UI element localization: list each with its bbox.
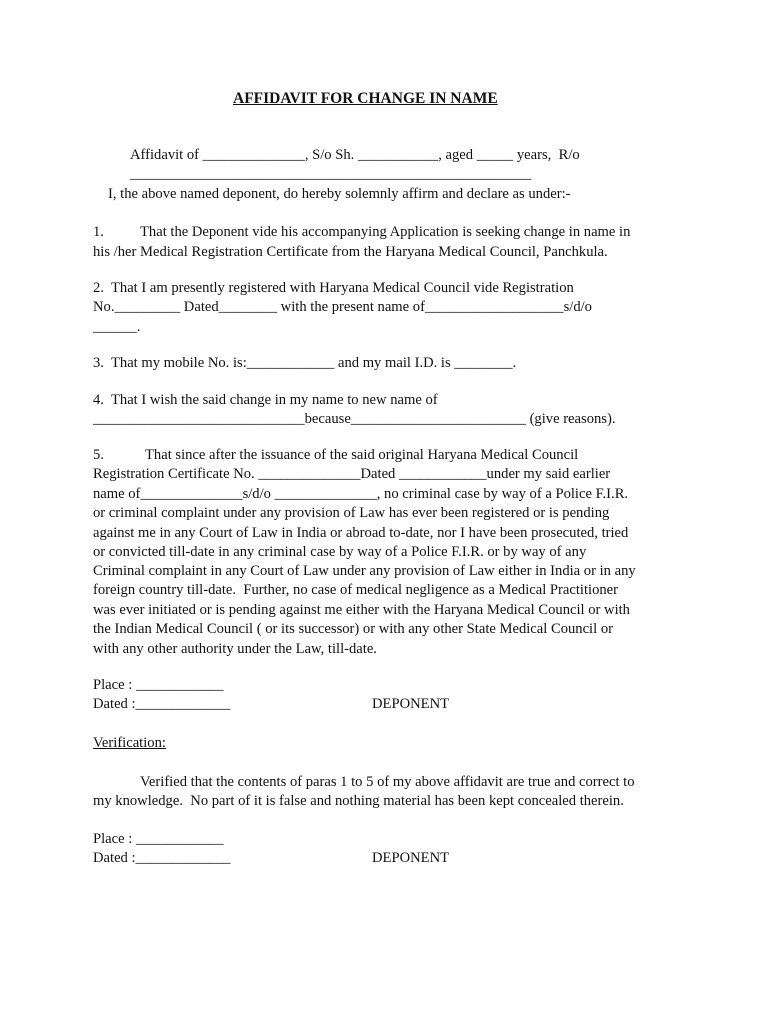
dated-field: Dated :_____________ [93,850,231,866]
para5-line: the Indian Medical Council ( or its successor) or with any other State Medical Council or [93,621,613,637]
para5-line: was ever initiated or is pending against me either with the Haryana Medical Council or with [93,602,630,618]
para5-number: 5. [93,447,104,463]
para2-line-3: ______. [93,319,141,335]
para1-line-2: his /her Medical Registration Certificate from the Haryana Medical Council, Panchkula. [93,244,608,260]
intro-line-2: _______________________________________________________ [130,166,532,182]
page-title: AFFIDAVIT FOR CHANGE IN NAME [233,90,498,107]
para3-line-1: 3. That my mobile No. is:____________ and my mail I.D. is ________. [93,355,517,371]
para5-line: Criminal complaint in any Court of Law under any provision of Law either in India or in any [93,563,636,579]
place-field: Place : ____________ [93,677,224,693]
intro-line-3: I, the above named deponent, do hereby solemnly affirm and declare as under:- [108,186,571,202]
deponent-label: DEPONENT [372,696,450,712]
para5-line: against me in any Court of Law in India or abroad to-date, nor I have been prosecuted, tried [93,525,629,541]
deponent-label: DEPONENT [372,850,450,866]
para5-line: name of______________s/d/o ______________, no criminal case by way of a Police F.I.R. [93,486,629,502]
para4-line-2: _____________________________because________________________ (give reasons). [93,411,616,427]
para4-line-1: 4. That I wish the said change in my name to new name of [93,392,438,408]
para5-line-1: That since after the issuance of the said original Haryana Medical Council [145,447,579,463]
para2-line-2: No._________ Dated________ with the present name of___________________s/d/o [93,299,592,315]
para1-line-1: That the Deponent vide his accompanying Application is seeking change in name in [140,224,631,240]
para5-line: Registration Certificate No. ______________Dated ____________under my said earlier [93,466,611,482]
dated-field: Dated :_____________ [93,696,231,712]
verification-line-2: my knowledge. No part of it is false and nothing material has been kept concealed therein. [93,793,624,809]
verification-line-1: Verified that the contents of paras 1 to 5 of my above affidavit are true and correct to [140,774,635,790]
intro-line-1: Affidavit of ______________, S/o Sh. ___________, aged _____ years, R/o [130,147,580,163]
verification-heading: Verification: [93,735,166,751]
para1-number: 1. [93,224,104,240]
para5-line: with any other authority under the Law, till-date. [93,641,377,657]
para5-line: or criminal complaint under any provision of Law has ever been registered or is pending [93,505,610,521]
para2-line-1: 2. That I am presently registered with Haryana Medical Council vide Registration [93,280,574,296]
para5-line: or convicted till-date in any criminal case by way of a Police F.I.R. or by way of any [93,544,587,560]
place-field: Place : ____________ [93,831,224,847]
para5-line: foreign country till-date. Further, no case of medical negligence as a Medical Practitioner [93,582,618,598]
